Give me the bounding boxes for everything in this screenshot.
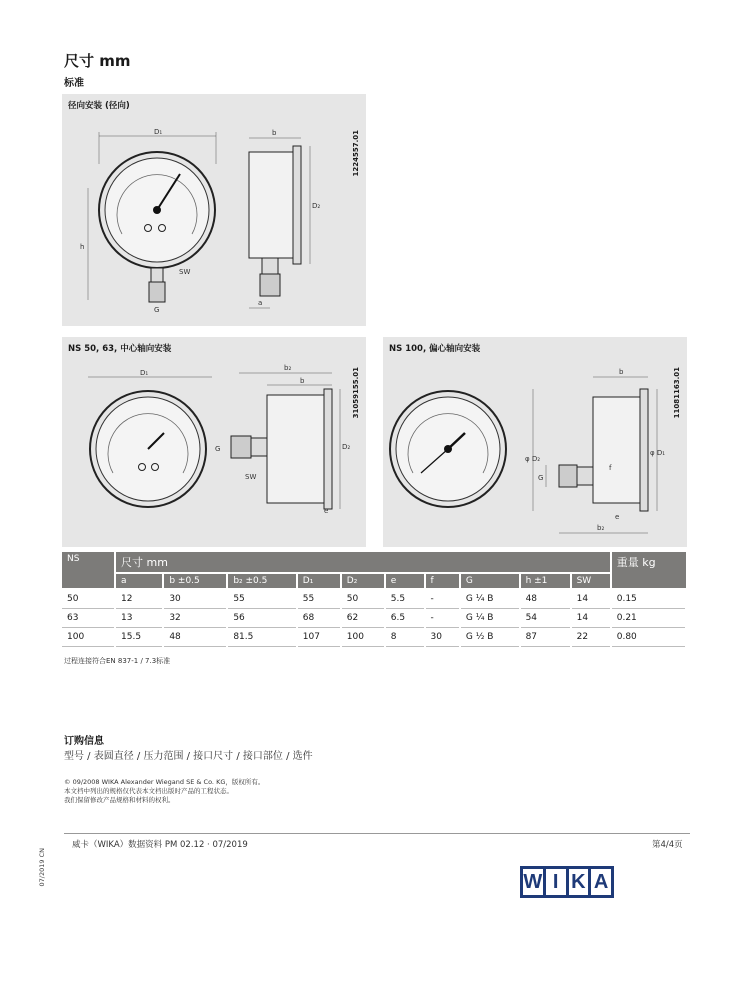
eccentric-axial-drawing: [383, 337, 687, 547]
copyright-line: © 09/2008 WIKA Alexander Wiegand SE & Co. KG，版权所有。: [64, 778, 265, 786]
wika-logo: [520, 866, 614, 898]
panel-eccentric-axial: [383, 337, 687, 547]
cell: 54: [520, 609, 571, 628]
label-d1: D₁: [154, 128, 163, 136]
panel-eccentric-axial-title: NS 100, 偏心轴向安装: [389, 344, 481, 354]
cell: 15.5: [115, 628, 163, 647]
cell: 107: [297, 628, 341, 647]
cell: 8: [385, 628, 425, 647]
cell: 22: [571, 628, 611, 647]
panel-radial-code: 1224557.01: [352, 130, 360, 177]
logo-letter: A: [593, 871, 609, 893]
cell: G ¼ B: [460, 609, 520, 628]
col-header: D₂: [341, 573, 385, 589]
copyright-line: 本文档中列出的规格仅代表本文档出版时产品的工程状态。: [64, 787, 233, 795]
cell: 14: [571, 609, 611, 628]
col-header: b₂ ±0.5: [227, 573, 296, 589]
label-sw-2: SW: [245, 473, 257, 481]
cell: 48: [163, 628, 227, 647]
label-b2-3: b₂: [597, 524, 605, 532]
cell: 100: [341, 628, 385, 647]
logo-letter: I: [546, 869, 569, 895]
logo-letter: W: [523, 869, 546, 895]
cell-weight: 0.15: [611, 589, 686, 609]
col-header: b ±0.5: [163, 573, 227, 589]
panel-center-axial: [62, 337, 366, 547]
logo-letter: K: [569, 869, 592, 895]
dimensions-table: [62, 552, 687, 647]
label-d2: D₂: [312, 202, 321, 210]
cell: 56: [227, 609, 296, 628]
cell: 12: [115, 589, 163, 609]
footer-page-number: 第4/4页: [652, 840, 683, 850]
page-subtitle: 标准: [64, 78, 84, 89]
col-header: h ±1: [520, 573, 571, 589]
label-d2-2: D₂: [342, 443, 351, 451]
col-header: D₁: [297, 573, 341, 589]
cell-ns: 63: [62, 609, 115, 628]
label-a: a: [258, 299, 263, 307]
cell: 62: [341, 609, 385, 628]
cell: 55: [227, 589, 296, 609]
col-header: SW: [571, 573, 611, 589]
cell: -: [425, 609, 460, 628]
cell: 14: [571, 589, 611, 609]
radial-drawing: [62, 94, 366, 326]
page-title: 尺寸 mm: [64, 52, 131, 70]
col-header: f: [425, 573, 460, 589]
cell: 81.5: [227, 628, 296, 647]
panel-radial: [62, 94, 366, 326]
cell: G ½ B: [460, 628, 520, 647]
cell-weight: 0.21: [611, 609, 686, 628]
cell: 55: [297, 589, 341, 609]
label-b2: b₂: [284, 364, 292, 372]
footer-divider: [64, 833, 690, 834]
standard-note: 过程连接符合EN 837-1 / 7.3标准: [64, 657, 171, 665]
col-header: e: [385, 573, 425, 589]
cell: 68: [297, 609, 341, 628]
table-row: [62, 628, 686, 647]
side-date-code: 07/2019 CN: [38, 848, 46, 887]
cell: 32: [163, 609, 227, 628]
label-h: h: [80, 243, 85, 251]
label-f: f: [609, 464, 612, 472]
table-row: [62, 589, 686, 609]
label-e-3: e: [615, 513, 620, 521]
ordering-title: 订购信息: [64, 736, 104, 747]
label-g-2: G: [215, 445, 221, 453]
panel-eccentric-axial-code: 11081163.01: [673, 367, 681, 419]
label-phid1: φ D₁: [650, 449, 666, 457]
footer-doc-ref: 威卡（WIKA）数据资料 PM 02.12 · 07/2019: [72, 840, 248, 850]
cell: 50: [341, 589, 385, 609]
label-b-2: b: [300, 377, 305, 385]
cell: 30: [425, 628, 460, 647]
cell: 6.5: [385, 609, 425, 628]
label-b: b: [272, 129, 277, 137]
label-phid2: φ D₂: [525, 455, 541, 463]
label-g: G: [154, 306, 160, 314]
panel-center-axial-title: NS 50, 63, 中心轴向安装: [68, 344, 172, 354]
cell: 5.5: [385, 589, 425, 609]
cell: -: [425, 589, 460, 609]
label-e: e: [324, 507, 329, 515]
cell-ns: 100: [62, 628, 115, 647]
cell-ns: 50: [62, 589, 115, 609]
cell-weight: 0.80: [611, 628, 686, 647]
cell: G ¼ B: [460, 589, 520, 609]
cell: 13: [115, 609, 163, 628]
panel-center-axial-code: 31059155.01: [352, 367, 360, 419]
center-axial-drawing: [62, 337, 366, 547]
header-ns: NS: [62, 552, 115, 589]
table-row: [62, 609, 686, 628]
panel-radial-title: 径向安装 (径向): [68, 101, 130, 111]
copyright-block: [64, 778, 264, 805]
label-d1-2: D₁: [140, 369, 149, 377]
header-dimensions: 尺寸 mm: [115, 552, 611, 573]
cell: 48: [520, 589, 571, 609]
ordering-text: 型号 / 表圆直径 / 压力范围 / 接口尺寸 / 接口部位 / 选件: [64, 751, 313, 762]
cell: 30: [163, 589, 227, 609]
col-header: G: [460, 573, 520, 589]
label-g-3: G: [538, 474, 544, 482]
copyright-line: 我们保留修改产品规格和材料的权利。: [64, 796, 175, 804]
col-header: a: [115, 573, 163, 589]
cell: 87: [520, 628, 571, 647]
label-b-3: b: [619, 368, 624, 376]
header-weight: 重量 kg: [611, 552, 686, 589]
label-sw: SW: [179, 268, 191, 276]
